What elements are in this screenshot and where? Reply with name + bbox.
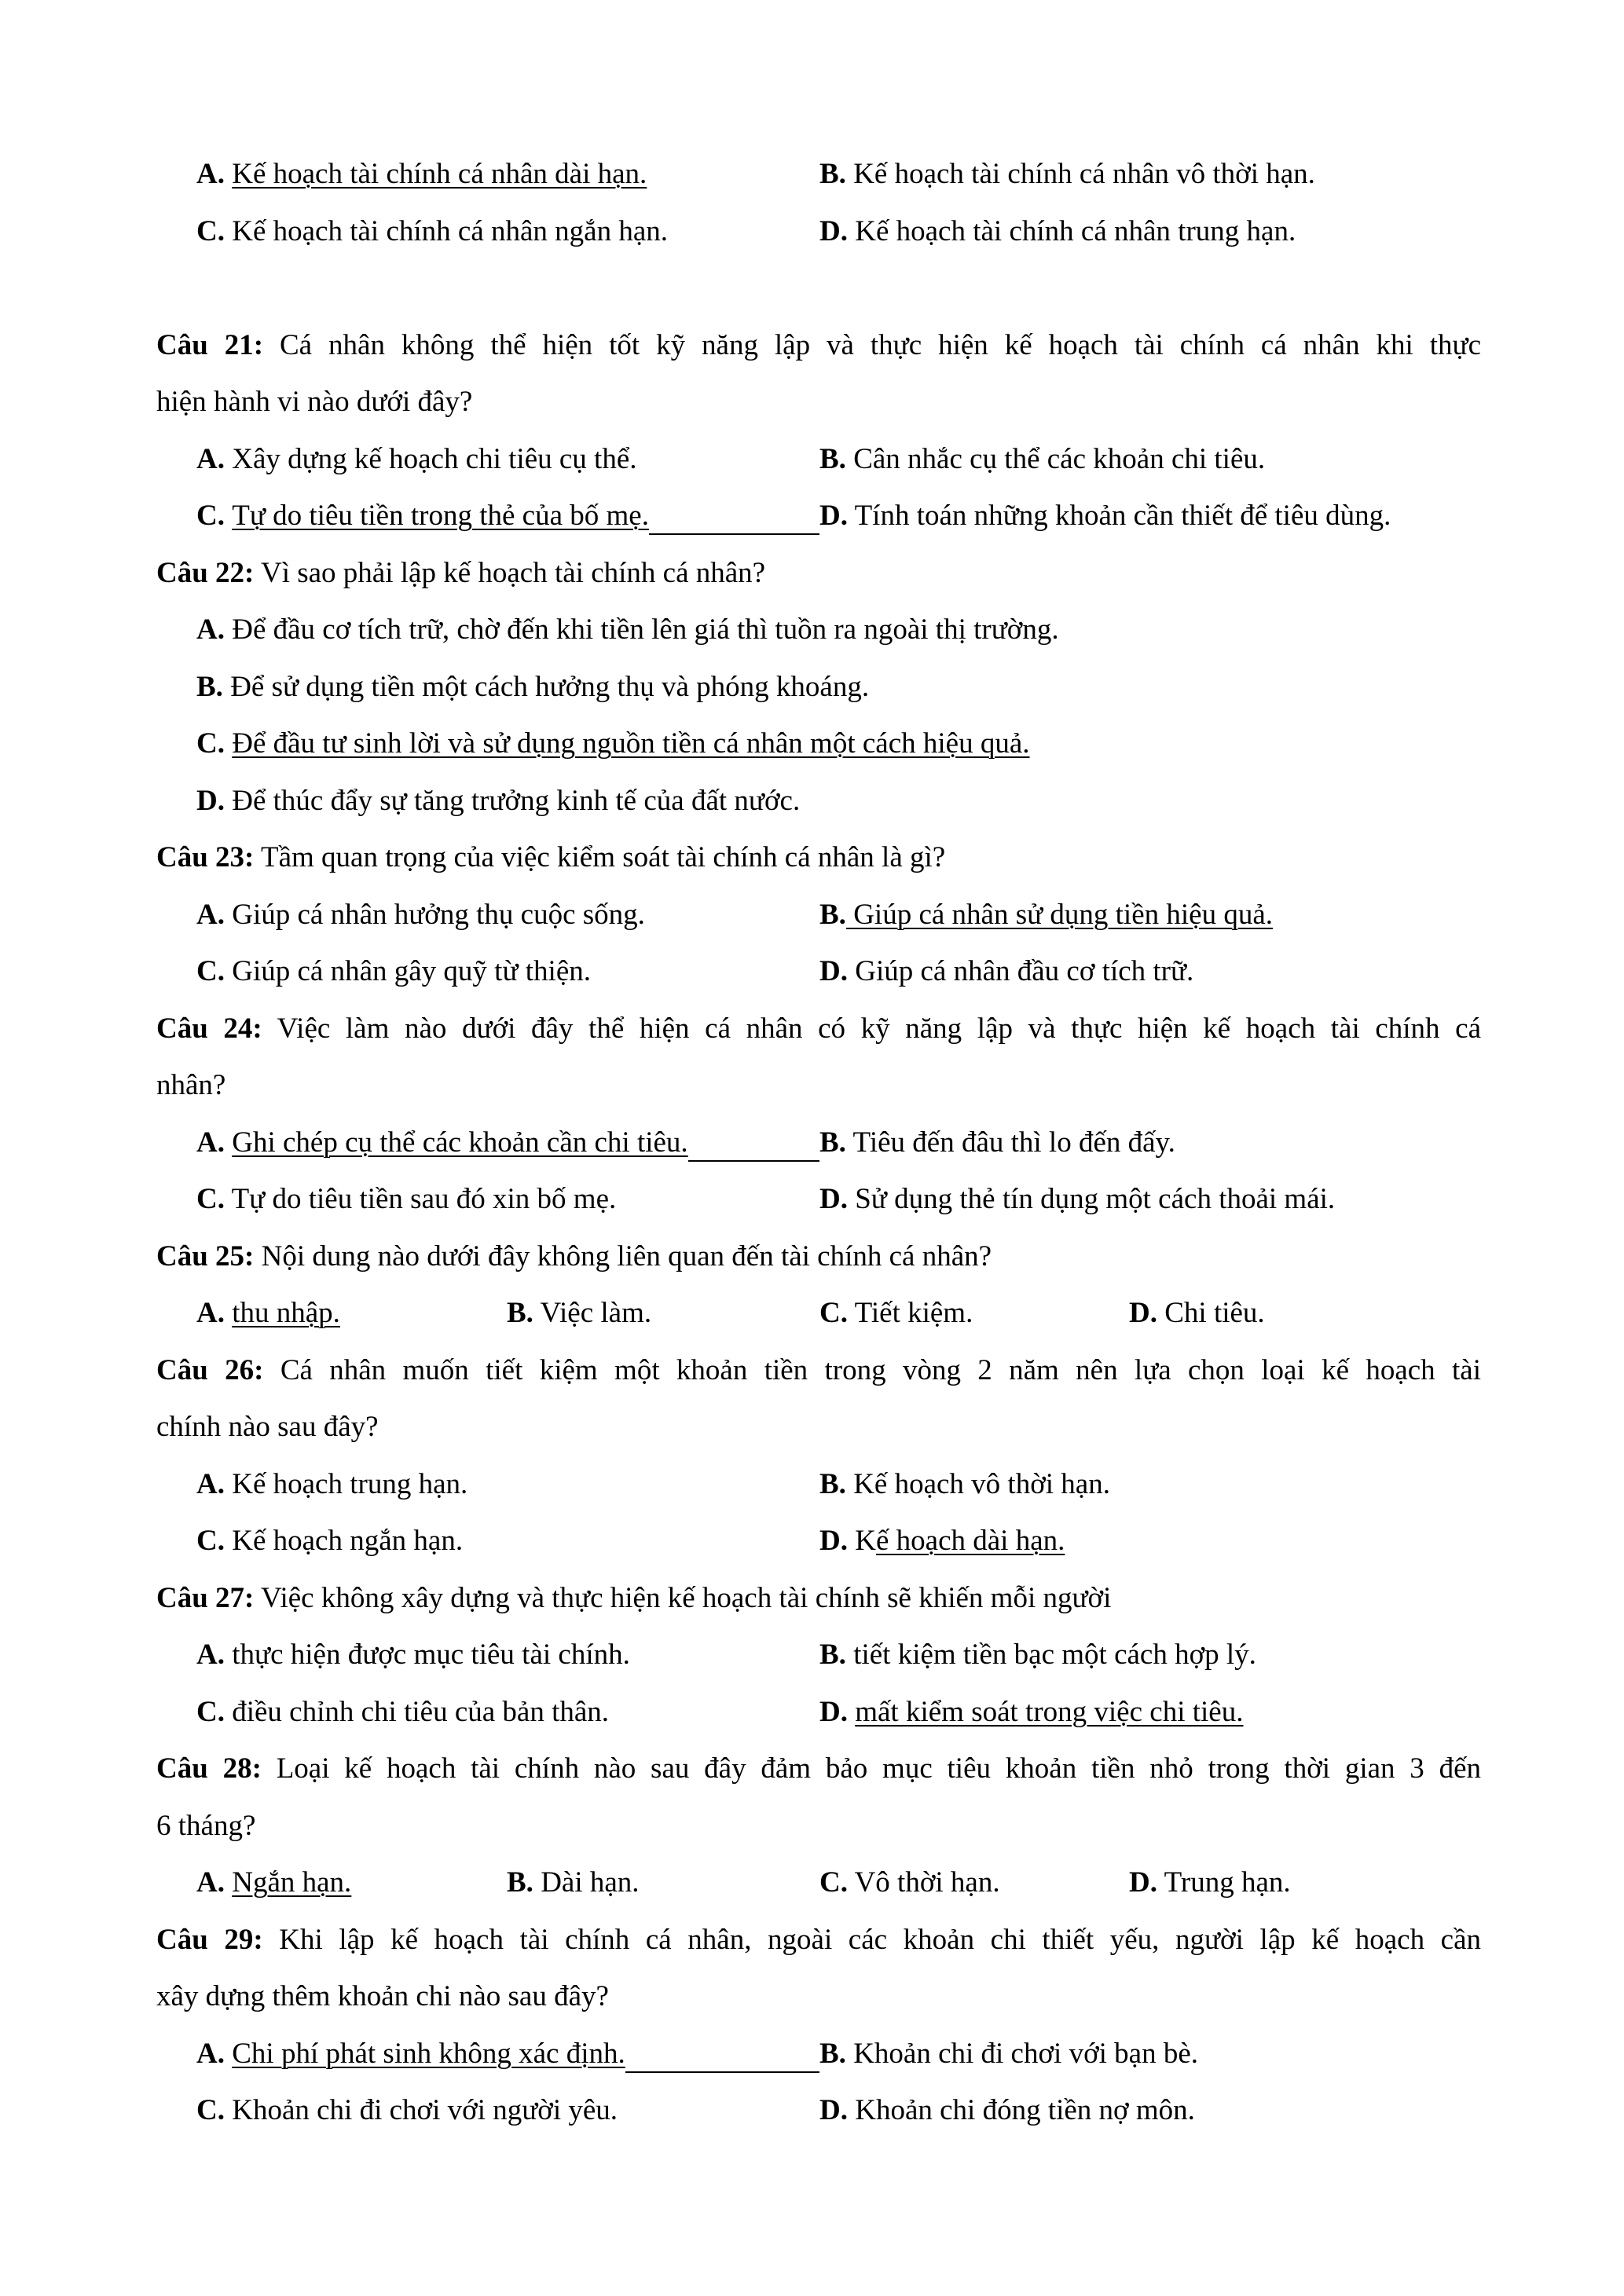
question-text: Khi lập kế hoạch tài chính cá nhân, ngoài các khoản chi thiết yếu, người lập kế hoạch cần (279, 1923, 1482, 1956)
option-label: D. (819, 2094, 848, 2126)
option-row (156, 2082, 1481, 2140)
document-page (156, 146, 1481, 2140)
answer-option[interactable] (196, 773, 800, 830)
answer-option[interactable] (196, 1684, 609, 1741)
answer-option[interactable] (819, 488, 1391, 545)
answer-option[interactable] (196, 488, 819, 545)
question-stem-line (156, 1798, 1481, 1855)
option-text: Khoản chi đi chơi với người yêu. (224, 2094, 618, 2126)
question-number: Câu 27: (156, 1581, 255, 1614)
option-text: Sử dụng thẻ tín dụng một cách thoải mái. (847, 1183, 1336, 1215)
answer-option[interactable] (819, 2082, 1195, 2140)
question-stem-line (156, 829, 1481, 887)
answer-option[interactable] (819, 1115, 1175, 1172)
option-text-underlined: Kế hoạch tài chính cá nhân dài hạn. (232, 158, 647, 190)
question-number: Câu 24: (156, 1012, 262, 1045)
answer-option[interactable] (196, 1513, 463, 1570)
question-stem-line (156, 1570, 1481, 1628)
answer-option[interactable] (196, 2082, 618, 2140)
question-text: Nội dung nào dưới đây không liên quan đến tài chính cá nhân? (261, 1240, 992, 1273)
option-text (225, 488, 232, 545)
option-label: D. (196, 784, 225, 817)
question-stem-line (156, 545, 1481, 602)
answer-option[interactable] (196, 1285, 340, 1342)
option-text: Vô thời hạn. (847, 1866, 1000, 1899)
option-text (225, 2026, 232, 2083)
question-number: Câu 28: (156, 1752, 262, 1785)
option-row (156, 488, 1481, 545)
option-row (156, 2026, 1481, 2083)
option-label: A. (196, 158, 225, 190)
option-label: D. (1129, 1297, 1157, 1329)
option-text (225, 716, 232, 773)
option-text-underlined: mất kiểm soát trong việc chi tiêu. (855, 1695, 1244, 1728)
option-label: A. (196, 1126, 225, 1159)
option-label: B. (819, 1126, 846, 1159)
option-text (225, 1285, 232, 1342)
option-label: A. (196, 442, 225, 475)
option-text: Tính toán những khoản cần thiết để tiêu dùng. (847, 500, 1391, 532)
question-stem-line (156, 1001, 1481, 1058)
option-label: C. (196, 955, 225, 987)
question-text: Cá nhân không thể hiện tốt kỹ năng lập và thực hiện kế hoạch tài chính cá nhân khi thực (280, 328, 1482, 361)
question-text: chính nào sau đây? (156, 1411, 379, 1443)
question-text: xây dựng thêm khoản chi nào sau đây? (156, 1980, 609, 2012)
answer-option[interactable] (196, 146, 647, 203)
option-label: D. (819, 214, 848, 247)
option-text (848, 1684, 855, 1741)
option-text: Chi tiêu. (1157, 1297, 1265, 1329)
option-label: B. (507, 1297, 533, 1329)
answer-option[interactable] (196, 943, 591, 1001)
question-number: Câu 23: (156, 841, 255, 873)
option-label: B. (819, 158, 846, 190)
answer-option[interactable] (196, 1855, 351, 1912)
option-label: A. (196, 1467, 225, 1500)
question-stem-line (156, 1741, 1481, 1798)
option-row (156, 887, 1481, 944)
option-text-underlined: thu nhập. (232, 1297, 340, 1329)
question-text: hiện hành vi nào dưới đây? (156, 386, 473, 418)
option-label: B. (819, 1467, 846, 1500)
answer-option[interactable] (196, 1456, 467, 1514)
option-label: B. (196, 670, 223, 703)
option-label: C. (196, 2094, 225, 2126)
question-text: nhân? (156, 1069, 226, 1101)
option-text: Kế hoạch tài chính cá nhân trung hạn. (847, 214, 1296, 247)
answer-option[interactable] (196, 602, 1059, 659)
question-text: Vì sao phải lập kế hoạch tài chính cá nhân? (260, 556, 766, 589)
option-text: Kế hoạch tài chính cá nhân vô thời hạn. (845, 158, 1315, 190)
option-text: Để thúc đẩy sự tăng trưởng kinh tế của đất nước. (224, 784, 801, 817)
answer-option[interactable] (819, 431, 1265, 489)
answer-option[interactable] (507, 1855, 640, 1912)
answer-option[interactable] (196, 1627, 630, 1684)
question-number: Câu 21: (156, 328, 264, 361)
question-text: Việc làm nào dưới đây thể hiện cá nhân có kỹ năng lập và thực hiện kế hoạch tài chính cá (277, 1012, 1481, 1045)
option-text: điều chỉnh chi tiêu của bản thân. (224, 1695, 610, 1728)
option-label: C. (819, 1866, 848, 1899)
question-stem-line (156, 1912, 1481, 1969)
option-row (156, 1513, 1481, 1570)
option-row (156, 1855, 1481, 1912)
option-text-underlined: Tự do tiêu tiền trong thẻ của bố mẹ. (232, 500, 649, 532)
option-label: A. (196, 1639, 225, 1671)
option-row (156, 146, 1481, 203)
option-label: C. (196, 1183, 225, 1215)
option-label: C. (196, 500, 225, 532)
answer-option[interactable] (819, 1513, 1065, 1570)
answer-option[interactable] (196, 1171, 616, 1229)
option-text: Để sử dụng tiền một cách hưởng thụ và phóng khoáng. (222, 670, 870, 703)
answer-option[interactable] (196, 659, 869, 716)
option-text: tiết kiệm tiền bạc một cách hợp lý. (845, 1639, 1256, 1671)
option-label: A. (196, 898, 225, 931)
option-text-underlined: ế hoạch dài hạn. (875, 1525, 1065, 1557)
option-text: Để đầu cơ tích trữ, chờ đến khi tiền lên giá thì tuồn ra ngoài thị trường. (224, 613, 1059, 646)
option-text: Giúp cá nhân đầu cơ tích trữ. (847, 955, 1194, 987)
underline-fill (688, 1115, 819, 1162)
option-label: D. (819, 1183, 848, 1215)
answer-option[interactable] (1129, 1285, 1265, 1342)
answer-option[interactable] (819, 1627, 1256, 1684)
option-label: C. (196, 1525, 225, 1557)
underline-fill (649, 488, 819, 535)
option-label: D. (819, 1695, 848, 1728)
answer-option[interactable] (196, 2026, 819, 2083)
option-text: Giúp cá nhân hưởng thụ cuộc sống. (224, 898, 645, 931)
question-text: Cá nhân muốn tiết kiệm một khoản tiền trong vòng 2 năm nên lựa chọn loại kế hoạch tài (280, 1353, 1482, 1386)
option-text-underlined: Chi phí phát sinh không xác định. (232, 2037, 625, 2070)
question-stem-line (156, 1342, 1481, 1400)
answer-option[interactable] (196, 1115, 819, 1172)
answer-option[interactable] (1129, 1855, 1291, 1912)
option-label: C. (819, 1297, 848, 1329)
option-text-underlined: Để đầu tư sinh lời và sử dụng nguồn tiền cá nhân một cách hiệu quả. (232, 727, 1030, 760)
answer-option[interactable] (507, 1285, 651, 1342)
option-label: B. (819, 1639, 846, 1671)
question-stem-line (156, 1057, 1481, 1115)
option-row (156, 431, 1481, 489)
question-stem-line (156, 1968, 1481, 2026)
blank-line (156, 260, 1481, 317)
option-label: B. (819, 898, 846, 931)
answer-option[interactable] (196, 431, 637, 489)
option-row (156, 1684, 1481, 1741)
option-label: D. (819, 1525, 848, 1557)
option-row (156, 716, 1481, 773)
option-text (225, 1115, 232, 1172)
option-text: Kế hoạch ngắn hạn. (224, 1525, 464, 1557)
option-text: thực hiện được mục tiêu tài chính. (224, 1639, 630, 1671)
option-text: Xây dựng kế hoạch chi tiêu cụ thể. (224, 442, 637, 475)
option-label: A. (196, 613, 225, 646)
answer-option[interactable] (819, 1171, 1335, 1229)
question-stem-line (156, 374, 1481, 431)
question-text: Việc không xây dựng và thực hiện kế hoạch tài chính sẽ khiến mỗi người (260, 1581, 1112, 1614)
option-label: C. (196, 1695, 225, 1728)
question-text: 6 tháng? (156, 1809, 256, 1842)
question-stem-line (156, 317, 1481, 375)
option-text: Kế hoạch trung hạn. (224, 1467, 468, 1500)
option-text: Việc làm. (533, 1297, 652, 1329)
question-number: Câu 25: (156, 1240, 255, 1273)
option-label: B. (819, 442, 846, 475)
question-text: Tầm quan trọng của việc kiểm soát tài chính cá nhân là gì? (260, 841, 946, 873)
option-row (156, 1285, 1481, 1342)
option-text: K (847, 1525, 876, 1557)
option-text (225, 1855, 232, 1912)
option-label: A. (196, 1297, 225, 1329)
question-stem-line (156, 1229, 1481, 1286)
option-row (156, 203, 1481, 261)
option-label: C. (196, 727, 225, 760)
option-text: Tự do tiêu tiền sau đó xin bố mẹ. (224, 1183, 617, 1215)
answer-option[interactable] (196, 887, 645, 944)
underline-fill (625, 2026, 819, 2073)
option-row (156, 943, 1481, 1001)
option-label: A. (196, 2037, 225, 2070)
option-row (156, 1456, 1481, 1514)
option-text: Dài hạn. (533, 1866, 640, 1899)
option-label: B. (507, 1866, 533, 1899)
option-text: Kế hoạch vô thời hạn. (845, 1467, 1110, 1500)
answer-option[interactable] (819, 146, 1315, 203)
question-number: Câu 26: (156, 1353, 264, 1386)
option-text: Tiết kiệm. (847, 1297, 973, 1329)
option-text: Kế hoạch tài chính cá nhân ngắn hạn. (224, 214, 669, 247)
option-text: Khoản chi đi chơi với bạn bè. (845, 2037, 1199, 2070)
option-text: Cân nhắc cụ thể các khoản chi tiêu. (845, 442, 1266, 475)
option-text-underlined: Ngắn hạn. (232, 1866, 352, 1899)
option-row (156, 1171, 1481, 1229)
answer-option[interactable] (196, 203, 668, 261)
option-row (156, 602, 1481, 659)
option-label: A. (196, 1866, 225, 1899)
answer-option[interactable] (819, 203, 1296, 261)
option-label: B. (819, 2037, 846, 2070)
option-row (156, 773, 1481, 830)
option-label: D. (1129, 1866, 1157, 1899)
option-text: Trung hạn. (1157, 1866, 1291, 1899)
option-text-underlined: Ghi chép cụ thể các khoản cần chi tiêu. (232, 1126, 688, 1159)
option-label: D. (819, 955, 848, 987)
option-row (156, 1627, 1481, 1684)
option-text: Khoản chi đóng tiền nợ môn. (847, 2094, 1195, 2126)
answer-option[interactable] (196, 716, 1030, 773)
question-number: Câu 29: (156, 1923, 263, 1956)
answer-option[interactable] (819, 1855, 1000, 1912)
answer-option[interactable] (819, 1684, 1243, 1741)
answer-option[interactable] (819, 943, 1193, 1001)
option-text: Tiêu đến đâu thì lo đến đấy. (845, 1126, 1175, 1159)
answer-option[interactable] (819, 1285, 973, 1342)
option-row (156, 1115, 1481, 1172)
answer-option[interactable] (819, 887, 1273, 944)
question-number: Câu 22: (156, 556, 255, 589)
question-text: Loại kế hoạch tài chính nào sau đây đảm bảo mục tiêu khoản tiền nhỏ trong thời gian 3 đến (276, 1752, 1482, 1785)
question-stem-line (156, 1399, 1481, 1456)
option-label: D. (819, 500, 848, 532)
option-text: Giúp cá nhân gây quỹ từ thiện. (224, 955, 591, 987)
option-text-underlined: Giúp cá nhân sử dụng tiền hiệu quả. (845, 898, 1274, 931)
answer-option[interactable] (819, 1456, 1110, 1514)
option-text (225, 146, 232, 203)
answer-option[interactable] (819, 2026, 1198, 2083)
option-label: C. (196, 214, 225, 247)
option-row (156, 659, 1481, 716)
